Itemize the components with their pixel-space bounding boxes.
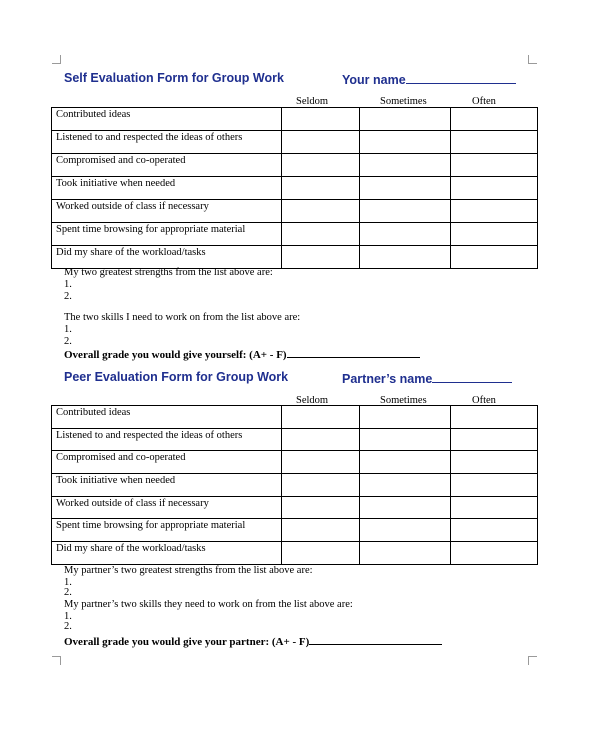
criterion-label: Did my share of the workload/tasks — [52, 542, 282, 565]
rating-cell-seldom[interactable] — [282, 154, 360, 177]
your-name-field[interactable] — [342, 71, 516, 87]
rating-cell-seldom[interactable] — [282, 519, 360, 542]
criterion-label: Spent time browsing for appropriate material — [52, 519, 282, 542]
criterion-label: Worked outside of class if necessary — [52, 496, 282, 519]
table-row — [52, 474, 538, 497]
rating-cell-seldom[interactable] — [282, 108, 360, 131]
rating-cell-sometimes[interactable] — [360, 131, 451, 154]
table-row — [52, 131, 538, 154]
rating-cell-sometimes[interactable] — [360, 542, 451, 565]
rating-cell-often[interactable] — [451, 428, 538, 451]
rating-cell-sometimes[interactable] — [360, 223, 451, 246]
self-skill-item-1[interactable]: 1. — [64, 324, 72, 335]
self-evaluation-table — [51, 107, 538, 269]
criterion-label: Worked outside of class if necessary — [52, 200, 282, 223]
rating-cell-often[interactable] — [451, 542, 538, 565]
column-header-sometimes: Sometimes — [380, 96, 427, 107]
rating-cell-often[interactable] — [451, 406, 538, 429]
self-skills-prompt: The two skills I need to work on from the list above are: — [64, 312, 301, 323]
self-overall-grade-label: Overall grade you would give yourself: (A+ - F) — [64, 349, 287, 361]
table-row — [52, 428, 538, 451]
criterion-label: Listened to and respected the ideas of others — [52, 131, 282, 154]
rating-cell-sometimes[interactable] — [360, 406, 451, 429]
self-overall-grade-blank[interactable] — [287, 347, 420, 358]
rating-cell-sometimes[interactable] — [360, 519, 451, 542]
rating-cell-sometimes[interactable] — [360, 474, 451, 497]
table-row — [52, 406, 538, 429]
rating-cell-seldom[interactable] — [282, 474, 360, 497]
rating-cell-seldom[interactable] — [282, 451, 360, 474]
rating-cell-often[interactable] — [451, 519, 538, 542]
rating-cell-seldom[interactable] — [282, 246, 360, 269]
rating-cell-seldom[interactable] — [282, 223, 360, 246]
table-row — [52, 108, 538, 131]
criterion-label: Contributed ideas — [52, 406, 282, 429]
rating-cell-sometimes[interactable] — [360, 428, 451, 451]
rating-cell-often[interactable] — [451, 131, 538, 154]
criterion-label: Spent time browsing for appropriate material — [52, 223, 282, 246]
self-evaluation-title: Self Evaluation Form for Group Work — [64, 71, 284, 85]
your-name-blank[interactable] — [406, 71, 516, 84]
criterion-label: Took initiative when needed — [52, 177, 282, 200]
criterion-label: Took initiative when needed — [52, 474, 282, 497]
rating-cell-seldom[interactable] — [282, 428, 360, 451]
self-strength-item-1[interactable]: 1. — [64, 279, 72, 290]
rating-cell-often[interactable] — [451, 177, 538, 200]
page-corner-mark — [528, 656, 537, 665]
partner-name-field[interactable] — [342, 370, 512, 386]
self-skill-item-2[interactable]: 2. — [64, 336, 72, 347]
rating-cell-often[interactable] — [451, 154, 538, 177]
column-header-seldom: Seldom — [296, 395, 329, 406]
rating-cell-often[interactable] — [451, 223, 538, 246]
column-header-sometimes: Sometimes — [380, 395, 427, 406]
peer-overall-grade-blank[interactable] — [309, 634, 442, 645]
table-row — [52, 223, 538, 246]
rating-cell-seldom[interactable] — [282, 177, 360, 200]
rating-cell-often[interactable] — [451, 451, 538, 474]
rating-cell-often[interactable] — [451, 496, 538, 519]
rating-cell-seldom[interactable] — [282, 131, 360, 154]
rating-cell-sometimes[interactable] — [360, 154, 451, 177]
rating-cell-seldom[interactable] — [282, 496, 360, 519]
column-header-often: Often — [472, 395, 496, 406]
rating-cell-sometimes[interactable] — [360, 451, 451, 474]
peer-evaluation-title: Peer Evaluation Form for Group Work — [64, 370, 289, 384]
peer-strength-item-2[interactable]: 2. — [64, 587, 72, 598]
table-row — [52, 519, 538, 542]
table-row — [52, 177, 538, 200]
rating-cell-often[interactable] — [451, 108, 538, 131]
criterion-label: Did my share of the workload/tasks — [52, 246, 282, 269]
table-row — [52, 200, 538, 223]
rating-cell-seldom[interactable] — [282, 542, 360, 565]
table-row — [52, 246, 538, 269]
rating-cell-sometimes[interactable] — [360, 496, 451, 519]
rating-cell-sometimes[interactable] — [360, 108, 451, 131]
criterion-label: Listened to and respected the ideas of others — [52, 428, 282, 451]
page-corner-mark — [528, 55, 537, 64]
rating-cell-seldom[interactable] — [282, 200, 360, 223]
partner-name-blank[interactable] — [432, 370, 512, 383]
peer-evaluation-table — [51, 405, 538, 565]
criterion-label: Compromised and co-operated — [52, 154, 282, 177]
peer-skill-item-2[interactable]: 2. — [64, 621, 72, 632]
column-header-often: Often — [472, 96, 496, 107]
rating-cell-sometimes[interactable] — [360, 177, 451, 200]
your-name-label: Your name — [342, 73, 406, 87]
table-row — [52, 496, 538, 519]
column-header-seldom: Seldom — [296, 96, 329, 107]
peer-skills-prompt: My partner’s two skills they need to work on from the list above are: — [64, 599, 353, 610]
rating-cell-often[interactable] — [451, 474, 538, 497]
peer-overall-grade[interactable] — [64, 634, 442, 648]
self-overall-grade[interactable] — [64, 347, 420, 361]
table-row — [52, 154, 538, 177]
peer-strength-item-1[interactable]: 1. — [64, 577, 72, 588]
peer-overall-grade-label: Overall grade you would give your partner: (A+ - F) — [64, 636, 310, 648]
self-strength-item-2[interactable]: 2. — [64, 291, 72, 302]
peer-skill-item-1[interactable]: 1. — [64, 611, 72, 622]
page-corner-mark — [52, 656, 61, 665]
partner-name-label: Partner’s name — [342, 372, 433, 386]
rating-cell-often[interactable] — [451, 246, 538, 269]
rating-cell-sometimes[interactable] — [360, 200, 451, 223]
rating-cell-seldom[interactable] — [282, 406, 360, 429]
table-row — [52, 451, 538, 474]
criterion-label: Contributed ideas — [52, 108, 282, 131]
table-row — [52, 542, 538, 565]
rating-cell-often[interactable] — [451, 200, 538, 223]
self-strengths-prompt: My two greatest strengths from the list above are: — [64, 267, 273, 278]
page-corner-mark — [52, 55, 61, 64]
rating-cell-sometimes[interactable] — [360, 246, 451, 269]
peer-strengths-prompt: My partner’s two greatest strengths from the list above are: — [64, 565, 313, 576]
criterion-label: Compromised and co-operated — [52, 451, 282, 474]
